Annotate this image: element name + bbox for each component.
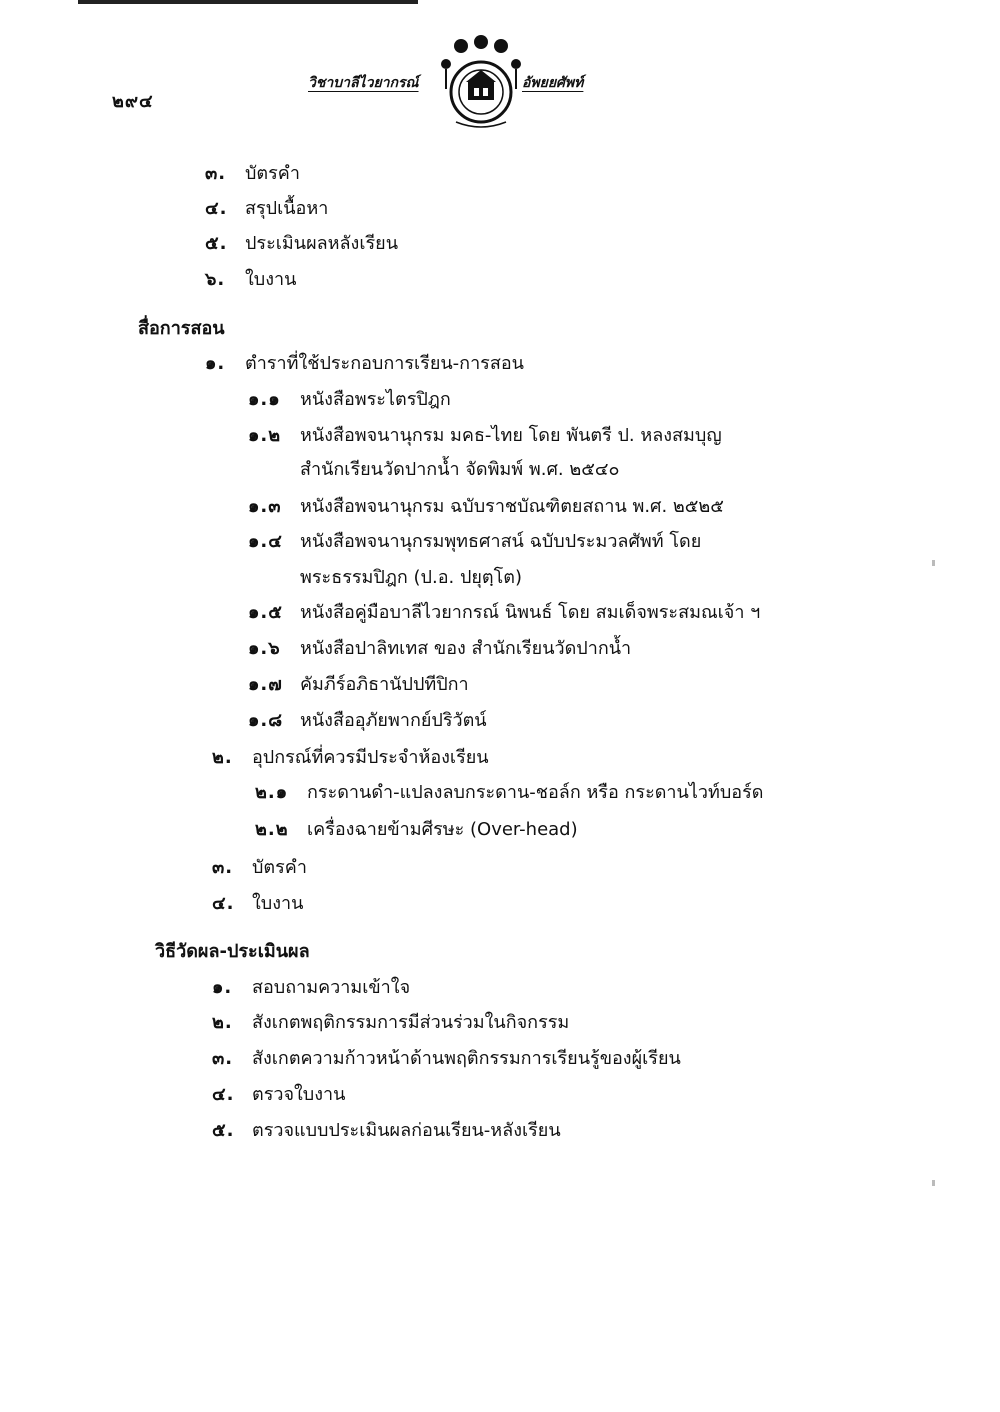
list-item: ๕. ตรวจแบบประเมินผลก่อนเรียน-หลังเรียน [212, 1120, 561, 1141]
sub-list-item: ๑.๖ หนังสือปาลิทเทส ของ สำนักเรียนวัดปากน้ำ [248, 638, 632, 659]
sub-list-item: ๑.๘ หนังสืออุภัยพากย์ปริวัตน์ [248, 710, 487, 731]
sub-list-item: ๑.๗ คัมภีร์อภิธานัปปทีปิกา [248, 674, 469, 695]
list-item: ๔. ใบงาน [212, 893, 304, 914]
list-item: ๕. ประเมินผลหลังเรียน [205, 233, 399, 254]
sub-list-item: ๑.๒ หนังสือพจนานุกรม มคธ-ไทย โดย พันตรี ป. หลงสมบุญ [248, 425, 722, 446]
margin-mark [932, 560, 935, 566]
emblem-logo [436, 34, 526, 130]
sub-list-item: ๑.๕ หนังสือคู่มือบาลีไวยากรณ์ นิพนธ์ โดย สมเด็จพระสมณเจ้า ฯ [248, 602, 761, 623]
sub-list-item: ๒.๑ กระดานดำ-แปลงลบกระดาน-ชอล์ก หรือ กระดานไวท์บอร์ด [255, 782, 764, 803]
sub-list-item: ๑.๔ หนังสือพจนานุกรมพุทธศาสน์ ฉบับประมวลศัพท์ โดย [248, 531, 702, 552]
section-title-evaluation: วิธีวัดผล-ประเมินผล [155, 941, 310, 962]
list-item: ๓. บัตรคำ [205, 163, 300, 184]
header-left-title: วิชาบาลีไวยากรณ์ [308, 75, 419, 91]
list-item: ๑. สอบถามความเข้าใจ [212, 977, 411, 998]
sub-list-item: ๑.๑ หนังสือพระไตรปิฎก [248, 389, 451, 410]
section-title-media: สื่อการสอน [138, 318, 225, 339]
sub-list-item: ๑.๓ หนังสือพจนานุกรม ฉบับราชบัณฑิตยสถาน พ.ศ. ๒๕๒๕ [248, 496, 724, 517]
margin-mark [932, 1180, 935, 1186]
top-rule [78, 0, 418, 4]
sub-list-item-continuation: สำนักเรียนวัดปากน้ำ จัดพิมพ์ พ.ศ. ๒๕๔๐ [300, 459, 620, 480]
list-item: ๓. บัตรคำ [212, 857, 307, 878]
header-right-title: อัพยยศัพท์ [522, 75, 584, 91]
sub-list-item-continuation: พระธรรมปิฎก (ป.อ. ปยุตฺโต) [300, 567, 522, 588]
list-item: ๓. สังเกตความก้าวหน้าด้านพฤติกรรมการเรียนรู้ของผู้เรียน [212, 1048, 681, 1069]
list-item: ๖. ใบงาน [205, 269, 297, 290]
list-item: ๒. อุปกรณ์ที่ควรมีประจำห้องเรียน [212, 747, 489, 768]
sub-list-item: ๒.๒ เครื่องฉายข้ามศีรษะ (Over-head) [255, 819, 578, 840]
list-item: ๑. ตำราที่ใช้ประกอบการเรียน-การสอน [205, 353, 524, 374]
list-item: ๒. สังเกตพฤติกรรมการมีส่วนร่วมในกิจกรรม [212, 1012, 570, 1033]
list-item: ๔. สรุปเนื้อหา [205, 198, 329, 219]
page-number: ๒๙๔ [112, 91, 154, 112]
list-item: ๔. ตรวจใบงาน [212, 1084, 346, 1105]
